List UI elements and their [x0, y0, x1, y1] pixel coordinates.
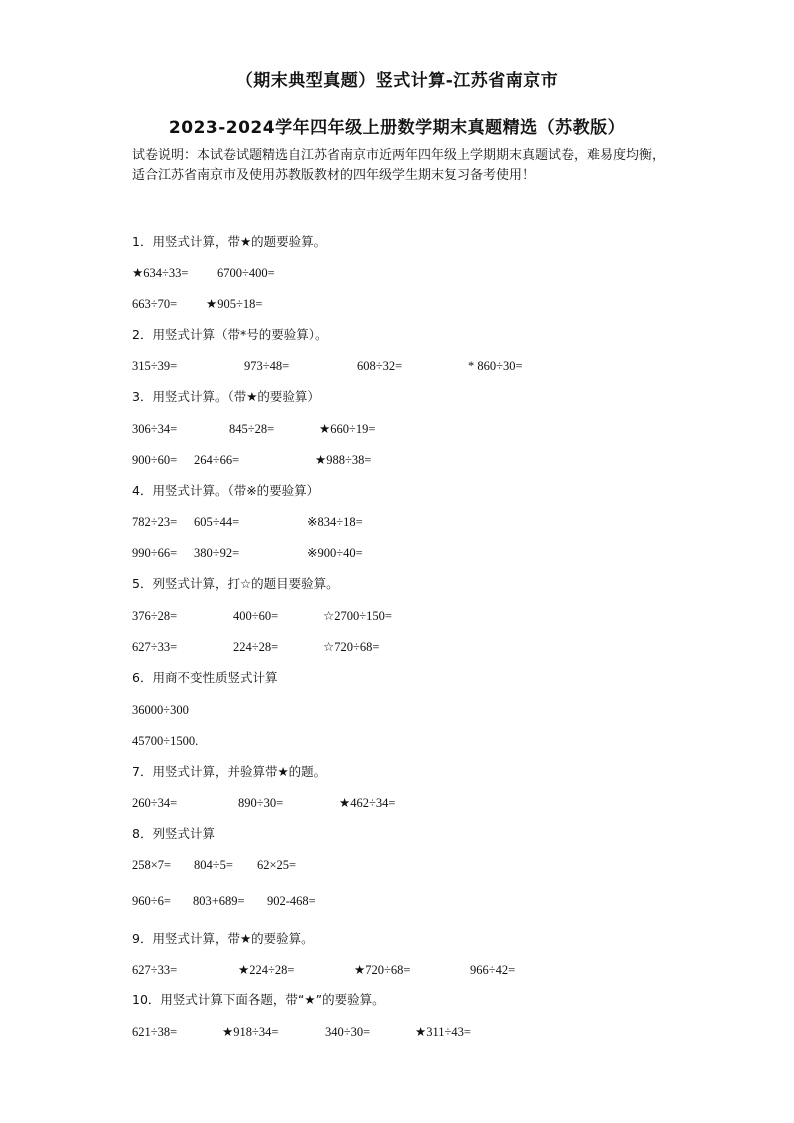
problem: ★634÷33= — [132, 266, 189, 280]
problem: 845÷28= — [229, 422, 275, 436]
problem: 315÷39= — [132, 359, 178, 373]
problem: 340÷30= — [325, 1025, 371, 1039]
problem: 900÷60= — [132, 453, 178, 467]
problem: 627÷33= — [132, 640, 178, 654]
question-4-title: 4．用竖式计算。（带※的要验算） — [132, 483, 320, 498]
problem: 663÷70= — [132, 297, 178, 311]
question-5-title: 5．列竖式计算，打☆的题目要验算。 — [132, 576, 339, 591]
problem: 627÷33= — [132, 963, 178, 977]
question-7-title: 7．用竖式计算，并验算带★的题。 — [132, 764, 327, 779]
problem: 608÷32= — [357, 359, 403, 373]
problem: ★660÷19= — [319, 422, 376, 436]
document-title-line-2: 2023-2024学年四年级上册数学期末真题精选（苏教版） — [168, 118, 626, 138]
problem: 6700÷400= — [217, 266, 275, 280]
problem: 803+689= — [193, 894, 245, 908]
problem: 62×25= — [257, 858, 297, 872]
problem: 306÷34= — [132, 422, 178, 436]
problem: * 860÷30= — [468, 359, 523, 373]
problem: 621÷38= — [132, 1025, 178, 1039]
problem: ※834÷18= — [307, 515, 363, 529]
problem: 400÷60= — [233, 609, 279, 623]
problem: 973÷48= — [244, 359, 290, 373]
question-2-title: 2．用竖式计算（带*号的要验算）。 — [132, 327, 328, 342]
problem: ★905÷18= — [206, 297, 263, 311]
problem: ☆720÷68= — [323, 640, 380, 654]
problem: 36000÷300 — [132, 703, 189, 717]
question-8-title: 8．列竖式计算 — [132, 826, 215, 841]
problem: 990÷66= — [132, 546, 178, 560]
question-9-title: 9．用竖式计算，带★的要验算。 — [132, 931, 314, 946]
question-3-title: 3．用竖式计算。（带★的要验算） — [132, 389, 320, 404]
exam-description: 试卷说明：本试卷试题精选自江苏省南京市近两年四年级上学期期末真题试卷，难易度均衡，适合江苏省南京市及使用苏教版教材的四年级学生期末复习备考使用！ — [132, 148, 666, 183]
question-1-title: 1．用竖式计算，带★的题要验算。 — [132, 234, 327, 249]
problem: 960÷6= — [132, 894, 171, 908]
question-6-title: 6．用商不变性质竖式计算 — [132, 670, 278, 685]
document-title-line-1: （期末典型真题）竖式计算-江苏省南京市 — [235, 71, 559, 91]
problem: 966÷42= — [470, 963, 516, 977]
problem: 804÷5= — [194, 858, 233, 872]
problem: 260÷34= — [132, 796, 178, 810]
problem: ★224÷28= — [238, 963, 295, 977]
problem: ★462÷34= — [339, 796, 396, 810]
problem: 890÷30= — [238, 796, 284, 810]
problem: 45700÷1500. — [132, 734, 199, 748]
problem: ★988÷38= — [315, 453, 372, 467]
problem: ※900÷40= — [307, 546, 363, 560]
problem: ★720÷68= — [354, 963, 411, 977]
problem: 264÷66= — [194, 453, 240, 467]
problem: 258×7= — [132, 858, 172, 872]
problem: ★918÷34= — [222, 1025, 279, 1039]
problem: 380÷92= — [194, 546, 240, 560]
problem: 605÷44= — [194, 515, 240, 529]
problem: 902-468= — [267, 894, 316, 908]
problem: 782÷23= — [132, 515, 178, 529]
problem: ★311÷43= — [415, 1025, 471, 1039]
question-10-title: 10．用竖式计算下面各题，带“★”的要验算。 — [132, 992, 385, 1007]
problem: ☆2700÷150= — [323, 609, 392, 623]
problem: 376÷28= — [132, 609, 178, 623]
problem: 224÷28= — [233, 640, 279, 654]
